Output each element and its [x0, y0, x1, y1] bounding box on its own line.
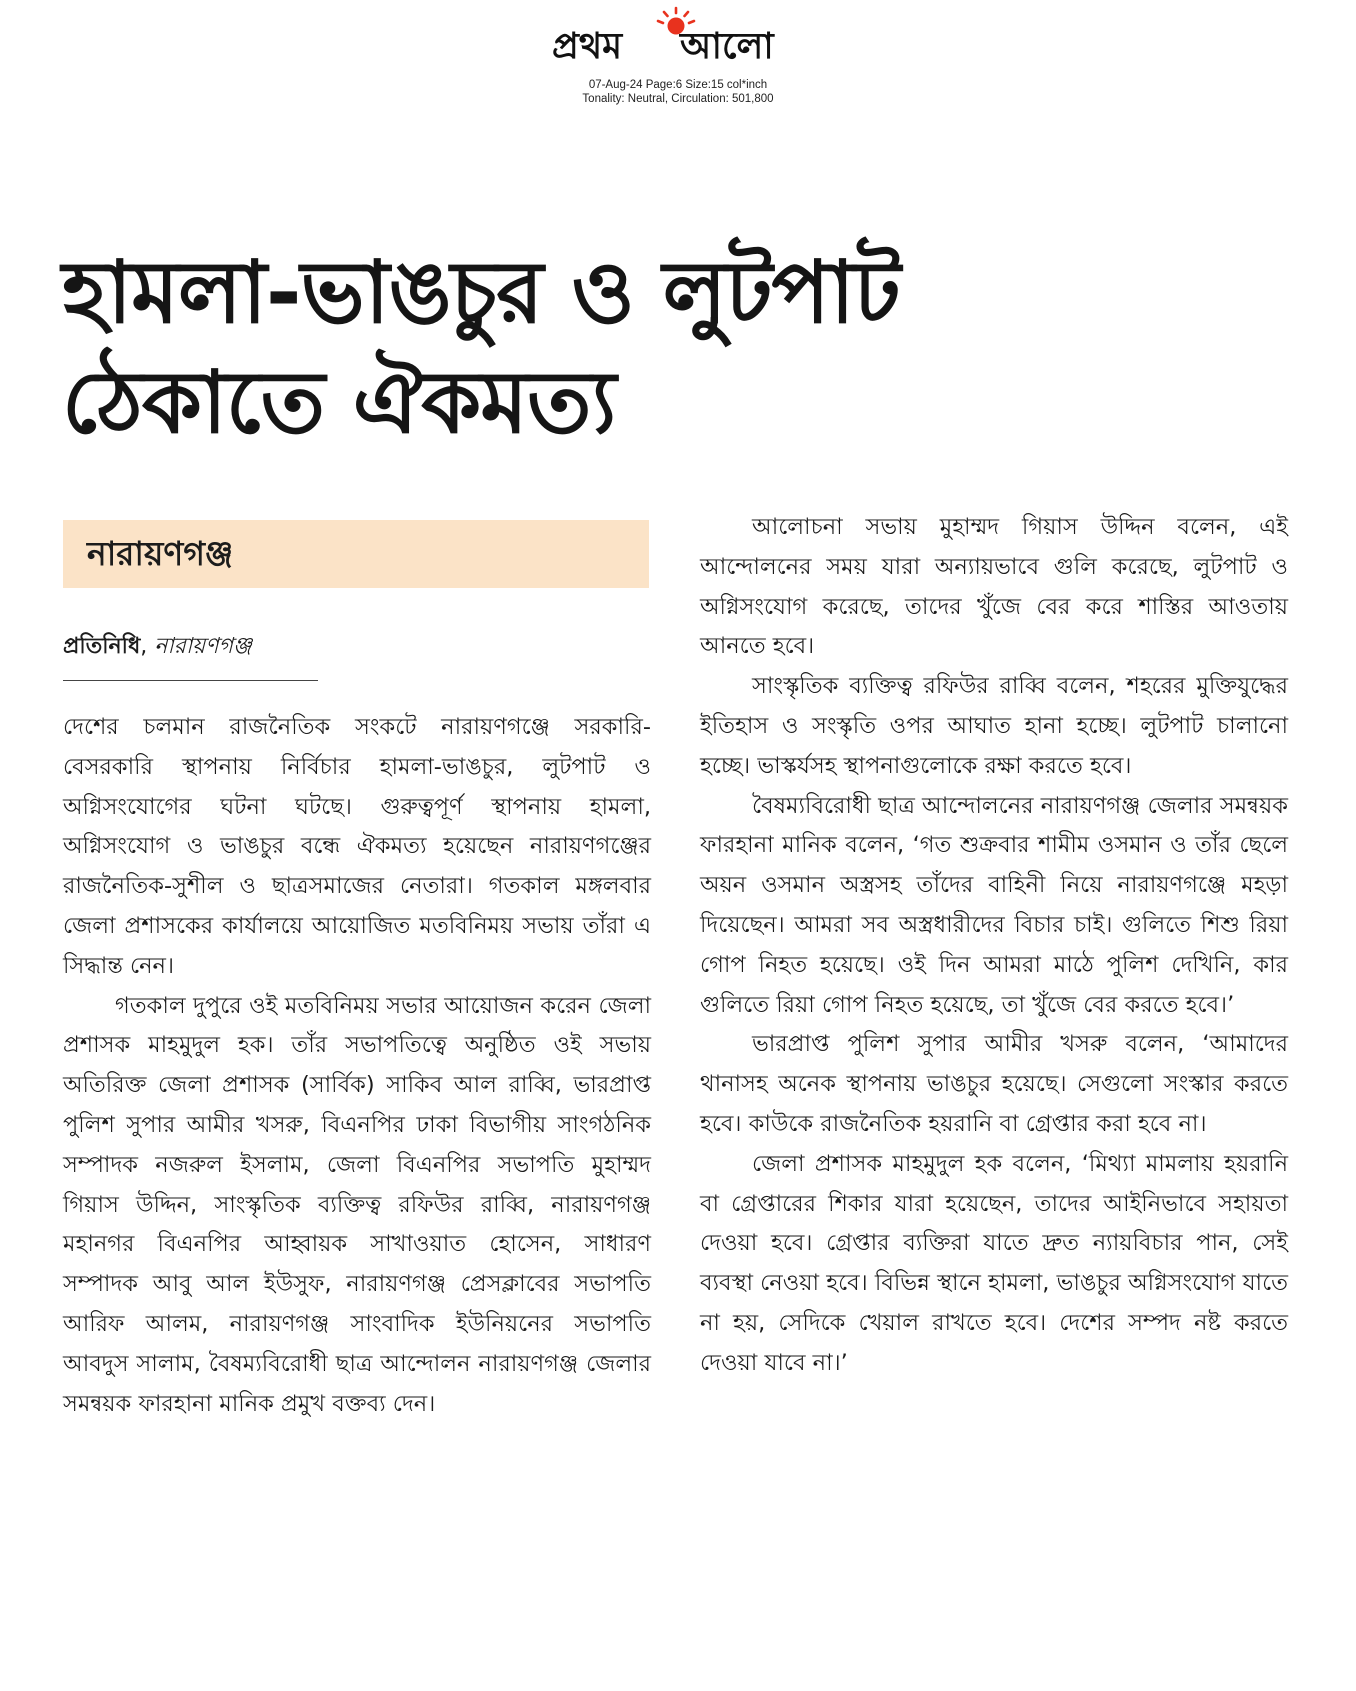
- article-paragraph: দেশের চলমান রাজনৈতিক সংকটে নারায়ণগঞ্জে সরকারি-বেসরকারি স্থাপনায় নির্বিচার হামলা-ভাঙচুর, লুটপাট ও অগ্নিসংযোগের ঘটনা ঘটছে। গুরুত্বপূর্ণ স্থাপনায় হামলা, অগ্নিসংযোগ ও ভাঙচুর বন্ধে ঐকমত্য হয়েছেন নারায়ণগঞ্জের রাজনৈতিক-সুশীল ও ছাত্রসমাজের নেতারা। গতকাল মঙ্গলবার জেলা প্রশাসকের কার্যালয়ে আয়োজিত মতবিনিময় সভায় তাঁরা এ সিদ্ধান্ত নেন।: [63, 714, 651, 979]
- byline-divider: [63, 680, 318, 681]
- clipping-meta: [0, 78, 1356, 106]
- article-paragraph: ভারপ্রাপ্ত পুলিশ সুপার আমীর খসরু বলেন, ‘আমাদের থানাসহ অনেক স্থাপনায় ভাঙচুর হয়েছে। সেগুলো সংস্কার করতে হবে। কাউকে রাজনৈতিক হয়রানি বা গ্রেপ্তার করা হবে না।: [700, 1031, 1288, 1137]
- article-column-left: [63, 708, 651, 1424]
- clipping-meta-line-1: 07-Aug-24 Page:6 Size:15 col*inch: [588, 79, 768, 91]
- article-column-right: [700, 508, 1288, 1384]
- article-paragraph: আলোচনা সভায় মুহাম্মদ গিয়াস উদ্দিন বলেন, এই আন্দোলনের সময় যারা অন্যায়ভাবে গুলি করেছে, লুটপাট ও অগ্নিসংযোগ করেছে, তাদের খুঁজে বের করে শাস্তির আওতায় আনতে হবে।: [700, 514, 1288, 660]
- section-tag: নারায়ণগঞ্জ: [63, 520, 649, 588]
- article-headline: [62, 238, 1182, 458]
- article-paragraph: গতকাল দুপুরে ওই মতবিনিময় সভার আয়োজন করেন জেলা প্রশাসক মাহমুদুল হক। তাঁর সভাপতিত্বে অনুষ্ঠিত ওই সভায় অতিরিক্ত জেলা প্রশাসক (সার্বিক) সাকিব আল রাব্বি, ভারপ্রাপ্ত পুলিশ সুপার আমীর খসরু, বিএনপির ঢাকা বিভাগীয় সাংগঠনিক সম্পাদক নজরুল ইসলাম, জেলা বিএনপির সভাপতি মুহাম্মদ গিয়াস উদ্দিন, সাংস্কৃতিক ব্যক্তিত্ব রফিউর রাব্বি, নারায়ণগঞ্জ মহানগর বিএনপির আহ্বায়ক সাখাওয়াত হোসেন, সাধারণ সম্পাদক আবু আল ইউসুফ, নারায়ণগঞ্জ প্রেসক্লাবের সভাপতি আরিফ আলম, নারায়ণগঞ্জ সাংবাদিক ইউনিয়নের সভাপতি আবদুস সালাম, বৈষম্যবিরোধী ছাত্র আন্দোলন নারায়ণগঞ্জ জেলার সমন্বয়ক ফারহানা মানিক প্রমুখ বক্তব্য দেন।: [63, 992, 651, 1417]
- byline-role: প্রতিনিধি: [63, 634, 141, 659]
- article-paragraph: বৈষম্যবিরোধী ছাত্র আন্দোলনের নারায়ণগঞ্জ জেলার সমন্বয়ক ফারহানা মানিক বলেন, ‘গত শুক্রবার শামীম ওসমান ও তাঁর ছেলে অয়ন ওসমান অস্ত্রসহ তাঁদের বাহিনী নিয়ে নারায়ণগঞ্জে মহড়া দিয়েছেন। আমরা সব অস্ত্রধারীদের বিচার চাই। গুলিতে শিশু রিয়া গোপ নিহত হয়েছে। ওই দিন আমরা মাঠে পুলিশ দেখিনি, কার গুলিতে রিয়া গোপ নিহত হয়েছে, তা খুঁজে বের করতে হবে।’: [700, 792, 1288, 1018]
- masthead: [0, 6, 1356, 66]
- headline-line-2: ঠেকাতে ঐকমত্য: [62, 353, 616, 453]
- prothom-alo-logo: [548, 6, 808, 67]
- article-paragraph: জেলা প্রশাসক মাহমুদুল হক বলেন, ‘মিথ্যা মামলায় হয়রানি বা গ্রেপ্তারের শিকার যারা হয়েছেন, তাদের আইনিভাবে সহায়তা দেওয়া হবে। গ্রেপ্তার ব্যক্তিরা যাতে দ্রুত ন্যায়বিচার পান, সেই ব্যবস্থা নেওয়া হবে। বিভিন্ন স্থানে হামলা, ভাঙচুর অগ্নিসংযোগ যাতে না হয়, সেদিকে খেয়াল রাখতে হবে। দেশের সম্পদ নষ্ট করতে দেওয়া যাবে না।’: [700, 1150, 1288, 1376]
- logo-right-text: আলো: [680, 26, 774, 67]
- byline-separator: ,: [140, 634, 155, 659]
- prothom-alo-logo-mark: [548, 6, 808, 68]
- logo-left-text: প্রথম: [552, 26, 623, 67]
- byline-place: নারায়ণগঞ্জ: [154, 634, 252, 659]
- article-paragraph: সাংস্কৃতিক ব্যক্তিত্ব রফিউর রাব্বি বলেন, শহরের মুক্তিযুদ্ধের ইতিহাস ও সংস্কৃতি ওপর আঘাত হানা হচ্ছে। লুটপাট চালানো হচ্ছে। ভাস্কর্যসহ স্থাপনাগুলোকে রক্ষা করতে হবে।: [700, 673, 1288, 779]
- byline: [63, 632, 252, 662]
- headline-line-1: হামলা-ভাঙচুর ও লুটপাট: [62, 243, 900, 343]
- clipping-meta-line-2: Tonality: Neutral, Circulation: 501,800: [582, 93, 774, 105]
